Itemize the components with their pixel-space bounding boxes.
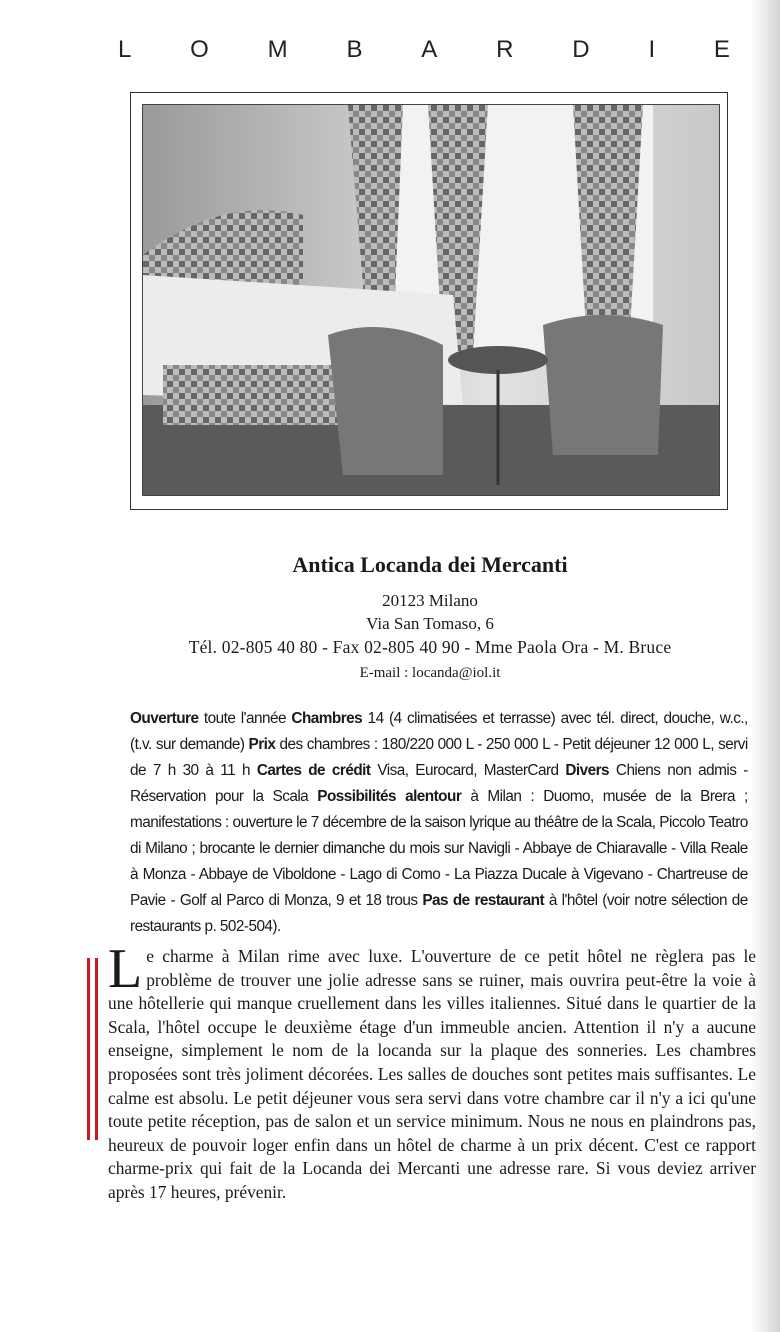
header-letter: E	[713, 36, 730, 63]
header-letter: D	[572, 36, 590, 63]
header-letter: A	[421, 36, 438, 63]
description-text	[108, 938, 756, 1205]
header-letter: M	[267, 36, 288, 63]
info-label: Pas de restaurant	[422, 892, 545, 909]
info-text: Visa, Eurocard, MasterCard	[370, 762, 566, 779]
hotel-street: Via San Tomaso, 6	[366, 614, 494, 633]
hotel-contact: Tél. 02-805 40 80 - Fax 02-805 40 90 - Mme Paola Ora - M. Bruce	[188, 637, 672, 657]
info-label: Chambres	[291, 710, 363, 727]
accent-bar	[95, 958, 98, 1140]
region-header	[118, 36, 730, 64]
description-body: e charme à Milan rime avec luxe. L'ouverture de ce petit hôtel ne règlera pas le problème de trouver une jolie adresse sans se ruiner, mais ouvrira peut-être la voie à une hôtellerie qui manque cruellement dans les villes italiennes. Situé dans le quartier de la Scala, l'hôtel occupe le deuxième étage d'un immeuble ancien. Attention il n'y a aucune enseigne, simplement le nom de la locanda sur la plaque des sonneries. Les chambres proposées sont très joliment décorées. Les salles de douches sont petites mais suffisantes. Le calme est absolu. Le petit déjeuner vous sera servi dans votre chambre car il n'y a ici qu'une toute petite réception, pas de salon et un service minimum. Nous ne nous en plaindrons pas, heureux de pouvoir loger enfin dans un hôtel de charme à un prix décent. C'est ce rapport charme-prix qui fait de la Locanda dei Mercanti une adresse rare. Si vous deviez arriver après 17 heures, prévenir.	[108, 946, 756, 1202]
info-label: Prix	[248, 736, 276, 753]
hotel-room-photo	[142, 104, 720, 496]
info-text: à l'hôtel (voir notre sélection de restaurants p. 502-504).	[130, 892, 748, 935]
info-text: toute l'année	[198, 710, 292, 727]
header-letter: L	[118, 36, 132, 63]
hotel-email: E-mail : locanda@iol.it	[359, 665, 501, 681]
hotel-info-block	[130, 706, 748, 940]
info-label: Divers	[565, 762, 610, 779]
accent-bar	[87, 958, 90, 1140]
info-text: Chiens non admis - Réservation pour la Scala	[130, 762, 748, 805]
info-text: des chambres : 180/220 000 L - 250 000 L - Petit déjeuner 12 000 L, servi de 7 h 30 à 11 h	[130, 736, 748, 779]
info-label: Cartes de crédit	[256, 762, 371, 779]
header-letter: R	[496, 36, 514, 63]
header-letter: B	[346, 36, 363, 63]
info-label: Ouverture	[130, 710, 199, 727]
header-letter: O	[190, 36, 209, 63]
drop-cap: L	[108, 938, 143, 1000]
info-text: à Milan : Duomo, musée de la Brera ; manifestations : ouverture le 7 décembre de la saison lyrique au théâtre de la Scala, Piccolo Teatro di Milano ; brocante le dernier dimanche du mois sur Navigli - Abbaye de Chiaravalle - Villa Reale à Monza - Abbaye de Viboldone - Lago di Como - La Piazza Ducale à Vigevano - Chartreuse de Pavie - Golf al Parco di Monza, 9 et 18 trous	[130, 788, 748, 909]
hotel-city: 20123 Milano	[382, 591, 478, 610]
hotel-name: Antica Locanda dei Mercanti	[292, 552, 568, 577]
info-text: 14 (4 climatisées et terrasse) avec tél. direct, douche, w.c., (t.v. sur demande)	[130, 710, 748, 753]
info-label: Possibilités alentour	[317, 788, 462, 805]
header-letter: I	[648, 36, 656, 63]
